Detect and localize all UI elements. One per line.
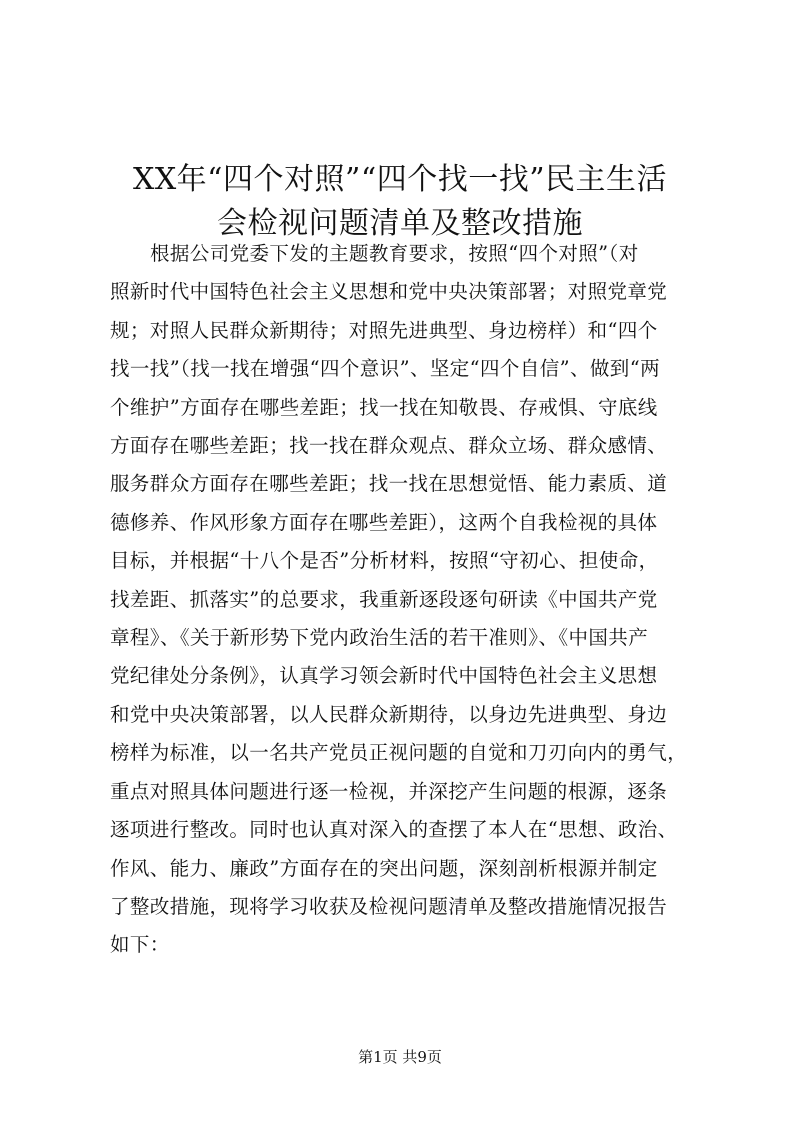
body-line: 照新时代中国特色社会主义思想和党中央决策部署；对照党章党 <box>110 280 668 304</box>
body-line: 德修养、作风形象方面存在哪些差距），这两个自我检视的具体 <box>110 510 658 534</box>
body-line: 榜样为标准，以一名共产党员正视问题的自觉和刀刃向内的勇气， <box>110 741 688 765</box>
body-line: 目标，并根据“十八个是否”分析材料，按照“守初心、担使命， <box>110 549 659 573</box>
body-line: 规；对照人民群众新期待；对照先进典型、身边榜样）和“四个 <box>110 318 658 342</box>
document-title <box>100 158 700 246</box>
page-footer: 第1页 共9页 <box>358 1048 442 1066</box>
title-line-1: XX年“四个对照”“四个找一找”民主生活 <box>132 162 668 198</box>
body-line: 作风、能力、廉政”方面存在的突出问题，深刻剖析根源并制定 <box>110 856 658 880</box>
body-line: 个维护”方面存在哪些差距；找一找在知敬畏、存戒惧、守底线 <box>110 395 658 419</box>
body-line: 服务群众方面存在哪些差距；找一找在思想觉悟、能力素质、道 <box>110 472 668 496</box>
body-line: 章程》、《关于新形势下党内政治生活的若干准则》、《中国共产 <box>110 626 649 650</box>
body-line: 党纪律处分条例》，认真学习领会新时代中国特色社会主义思想 <box>110 664 658 688</box>
body-line: 根据公司党委下发的主题教育要求，按照“四个对照”（对 <box>150 242 639 265</box>
title-line-2: 会检视问题清单及整改措施 <box>217 206 583 242</box>
body-line: 方面存在哪些差距；找一找在群众观点、群众立场、群众感情、 <box>110 434 668 458</box>
body-line: 重点对照具体问题进行逐一检视，并深挖产生问题的根源，逐条 <box>110 779 668 803</box>
body-paragraph <box>110 235 710 965</box>
body-line: 找一找”（找一找在增强“四个意识”、坚定“四个自信”、做到“两 <box>110 357 660 381</box>
body-line: 找差距、抓落实”的总要求，我重新逐段逐句研读《中国共产党 <box>110 587 658 611</box>
body-line: 了整改措施，现将学习收获及检视问题清单及整改措施情况报告 <box>110 894 668 918</box>
body-line: 和党中央决策部署，以人民群众新期待，以身边先进典型、身边 <box>110 702 668 726</box>
body-line: 逐项进行整改。同时也认真对深入的查摆了本人在“思想、政治、 <box>110 818 678 842</box>
body-line: 如下： <box>110 933 170 957</box>
